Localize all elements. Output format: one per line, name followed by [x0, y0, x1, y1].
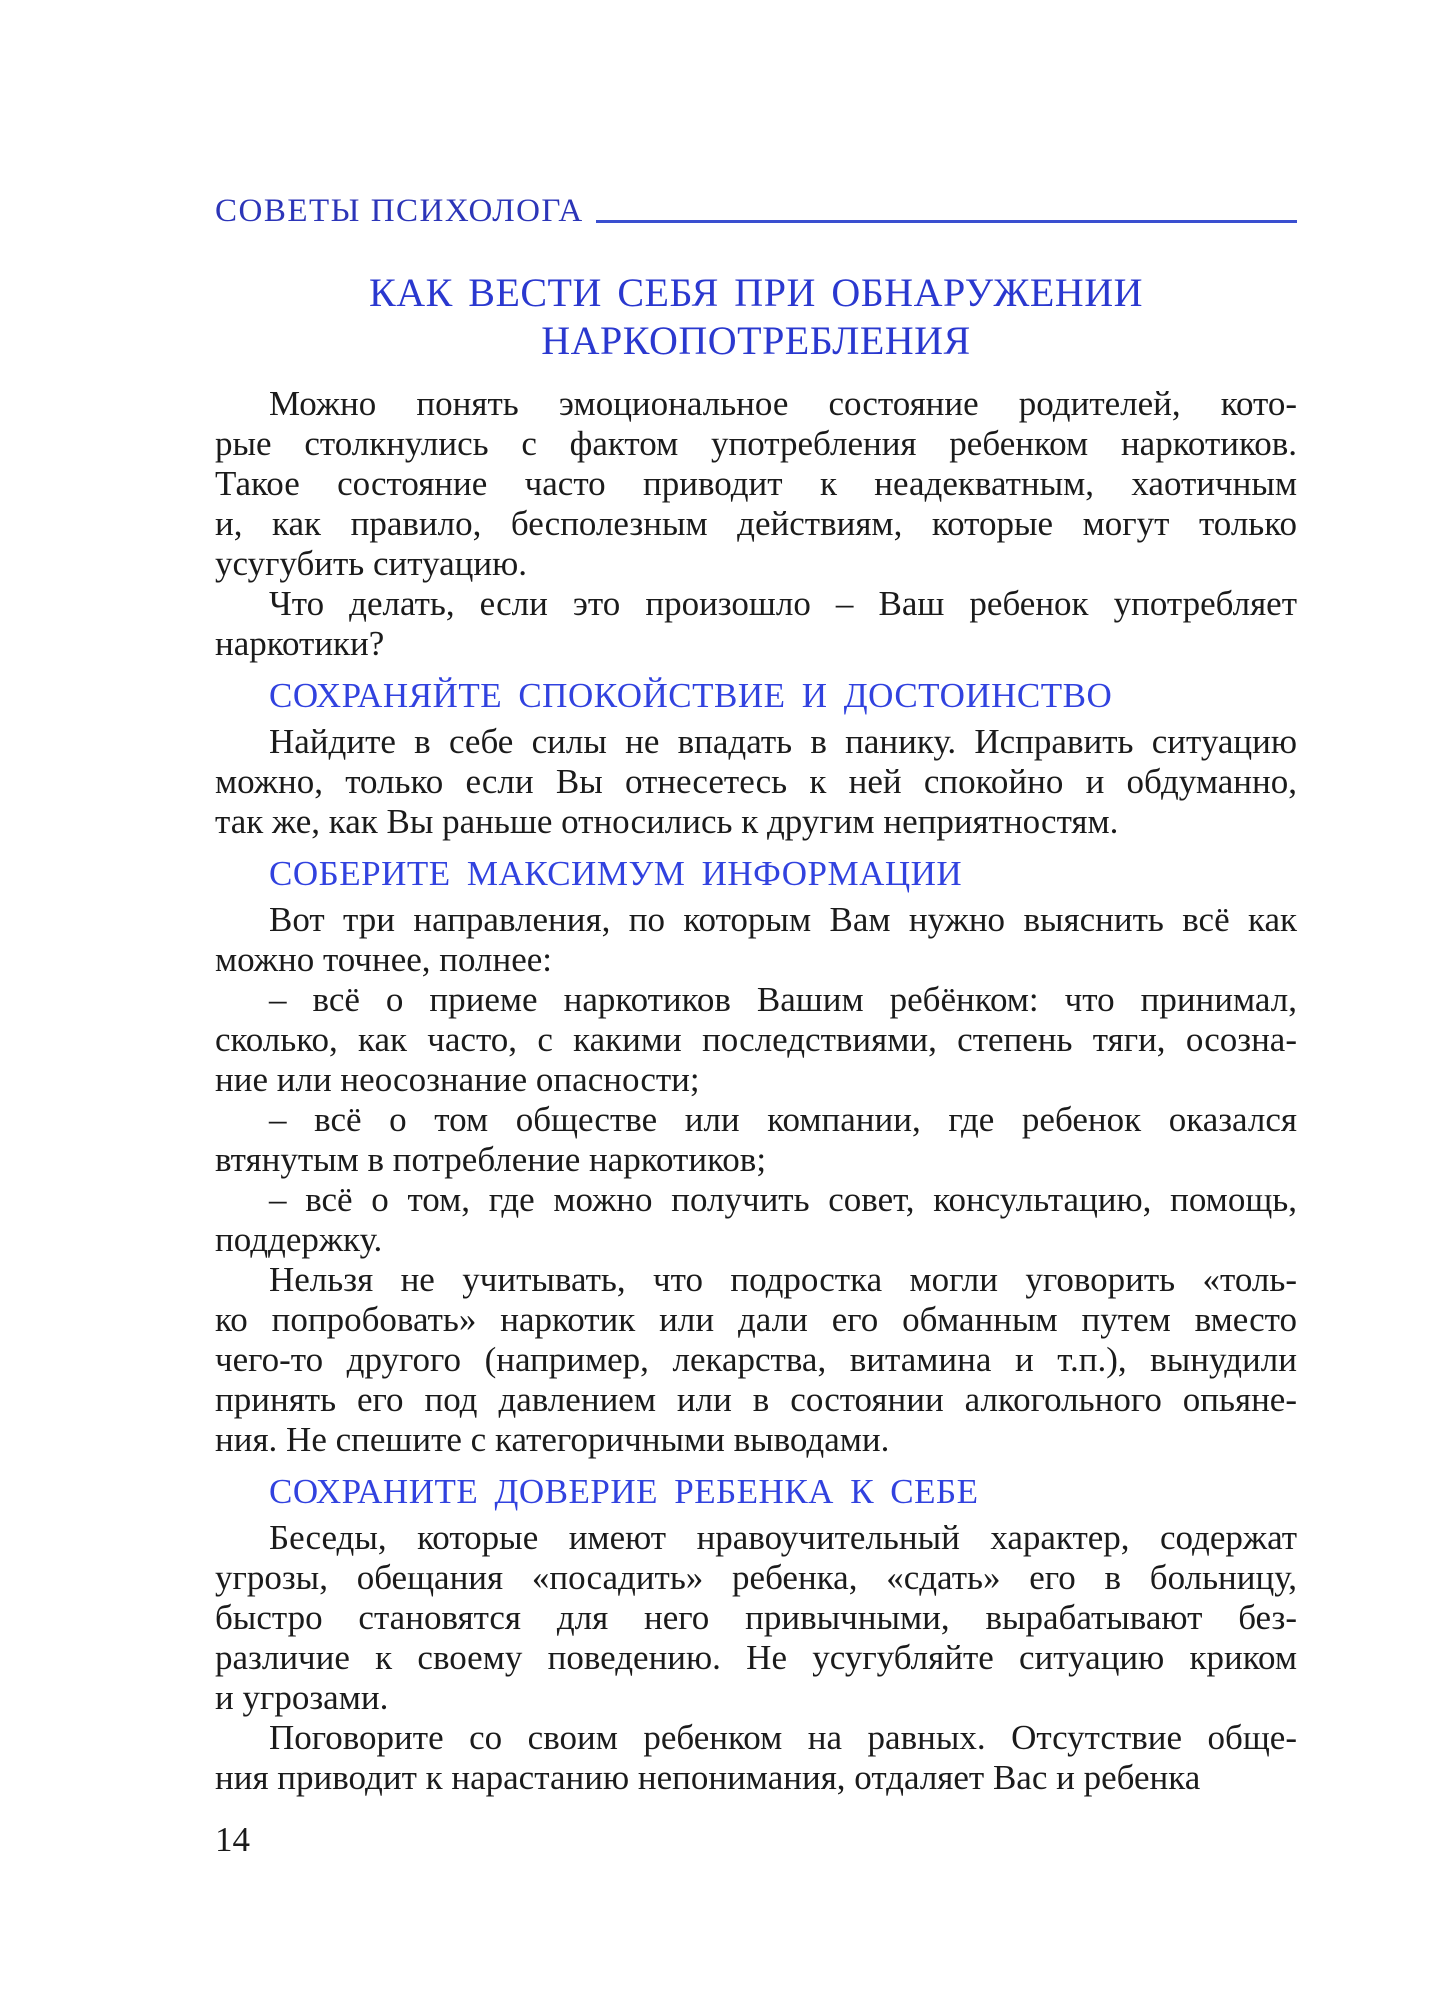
- paragraph-line: Можно понять эмоциональное состояние родителей, кото-: [269, 384, 1297, 423]
- paragraph: [215, 1518, 1297, 1718]
- paragraph-line: наркотики?: [215, 624, 385, 663]
- paragraph-line: различие к своему поведению. Не усугубляйте ситуацию криком: [215, 1638, 1297, 1677]
- paragraph-line: чего-то другого (например, лекарства, витамина и т.п.), вынудили: [215, 1340, 1297, 1379]
- paragraph-line: и угрозами.: [215, 1678, 389, 1717]
- paragraph-line: угрозы, обещания «посадить» ребенка, «сдать» его в больницу,: [215, 1558, 1297, 1597]
- list-item: [215, 980, 1297, 1100]
- paragraph-line: ко попробовать» наркотик или дали его обманным путем вместо: [215, 1300, 1297, 1339]
- paragraph-line: Нельзя не учитывать, что подростка могли уговорить «толь-: [269, 1260, 1297, 1299]
- paragraph: [215, 900, 1297, 980]
- paragraph-line: Такое состояние часто приводит к неадекватным, хаотичным: [215, 464, 1297, 503]
- paragraph-line: ния приводит к нарастанию непонимания, отдаляет Вас и ребенка: [215, 1758, 1201, 1797]
- paragraph-line: принять его под давлением или в состоянии алкогольного опьяне-: [215, 1380, 1297, 1419]
- page-number: 14: [215, 1820, 250, 1859]
- running-header-label: СОВЕТЫ ПСИХОЛОГА: [215, 193, 584, 229]
- paragraph-line: ния. Не спешите с категоричными выводами.: [215, 1420, 890, 1459]
- paragraph: [215, 584, 1297, 664]
- paragraph-line: усугубить ситуацию.: [215, 544, 528, 583]
- section-heading: СОХРАНЯЙТЕ СПОКОЙСТВИЕ И ДОСТОИНСТВО: [269, 676, 1113, 715]
- list-item-line: втянутым в потребление наркотиков;: [215, 1140, 767, 1179]
- article-title: [215, 269, 1297, 365]
- list-item-line: поддержку.: [215, 1220, 383, 1259]
- paragraph-line: Найдите в себе силы не впадать в панику. Исправить ситуацию: [269, 722, 1297, 761]
- list-item-line: – всё о том обществе или компании, где ребенок оказался: [269, 1100, 1297, 1139]
- section-heading: СОХРАНИТЕ ДОВЕРИЕ РЕБЕНКА К СЕБЕ: [269, 1472, 979, 1511]
- article-title-line: НАРКОПОТРЕБЛЕНИЯ: [541, 318, 971, 363]
- paragraph-line: и, как правило, бесполезным действиям, которые могут только: [215, 504, 1297, 543]
- paragraph: [215, 1718, 1297, 1798]
- paragraph-line: Вот три направления, по которым Вам нужно выяснить всё как: [269, 900, 1297, 939]
- list-item-line: сколько, как часто, с какими последствиями, степень тяги, осозна-: [215, 1020, 1297, 1059]
- paragraph-line: можно, только если Вы отнесетесь к ней спокойно и обдуманно,: [215, 762, 1297, 801]
- list-item: [215, 1180, 1297, 1260]
- paragraph-line: рые столкнулись с фактом употребления ребенком наркотиков.: [215, 424, 1297, 463]
- list-item-line: – всё о том, где можно получить совет, консультацию, помощь,: [269, 1180, 1297, 1219]
- paragraph-line: так же, как Вы раньше относились к другим неприятностям.: [215, 802, 1119, 841]
- list-item-line: ние или неосознание опасности;: [215, 1060, 700, 1099]
- paragraph: [215, 722, 1297, 842]
- list-item-line: – всё о приеме наркотиков Вашим ребёнком: что принимал,: [269, 980, 1297, 1019]
- paragraph-line: Что делать, если это произошло – Ваш ребенок употребляет: [269, 584, 1297, 623]
- paragraph-line: Беседы, которые имеют нравоучительный характер, содержат: [269, 1518, 1297, 1557]
- paragraph-line: Поговорите со своим ребенком на равных. Отсутствие обще-: [269, 1718, 1297, 1757]
- running-header: [215, 193, 1297, 229]
- article-title-line: КАК ВЕСТИ СЕБЯ ПРИ ОБНАРУЖЕНИИ: [369, 270, 1143, 315]
- section-heading: СОБЕРИТЕ МАКСИМУМ ИНФОРМАЦИИ: [269, 854, 963, 893]
- list-item: [215, 1100, 1297, 1180]
- paragraph: [215, 384, 1297, 584]
- paragraph: [215, 1260, 1297, 1460]
- paragraph-line: быстро становятся для него привычными, вырабатывают без-: [215, 1598, 1297, 1637]
- paragraph-line: можно точнее, полнее:: [215, 940, 553, 979]
- header-rule: [596, 220, 1297, 223]
